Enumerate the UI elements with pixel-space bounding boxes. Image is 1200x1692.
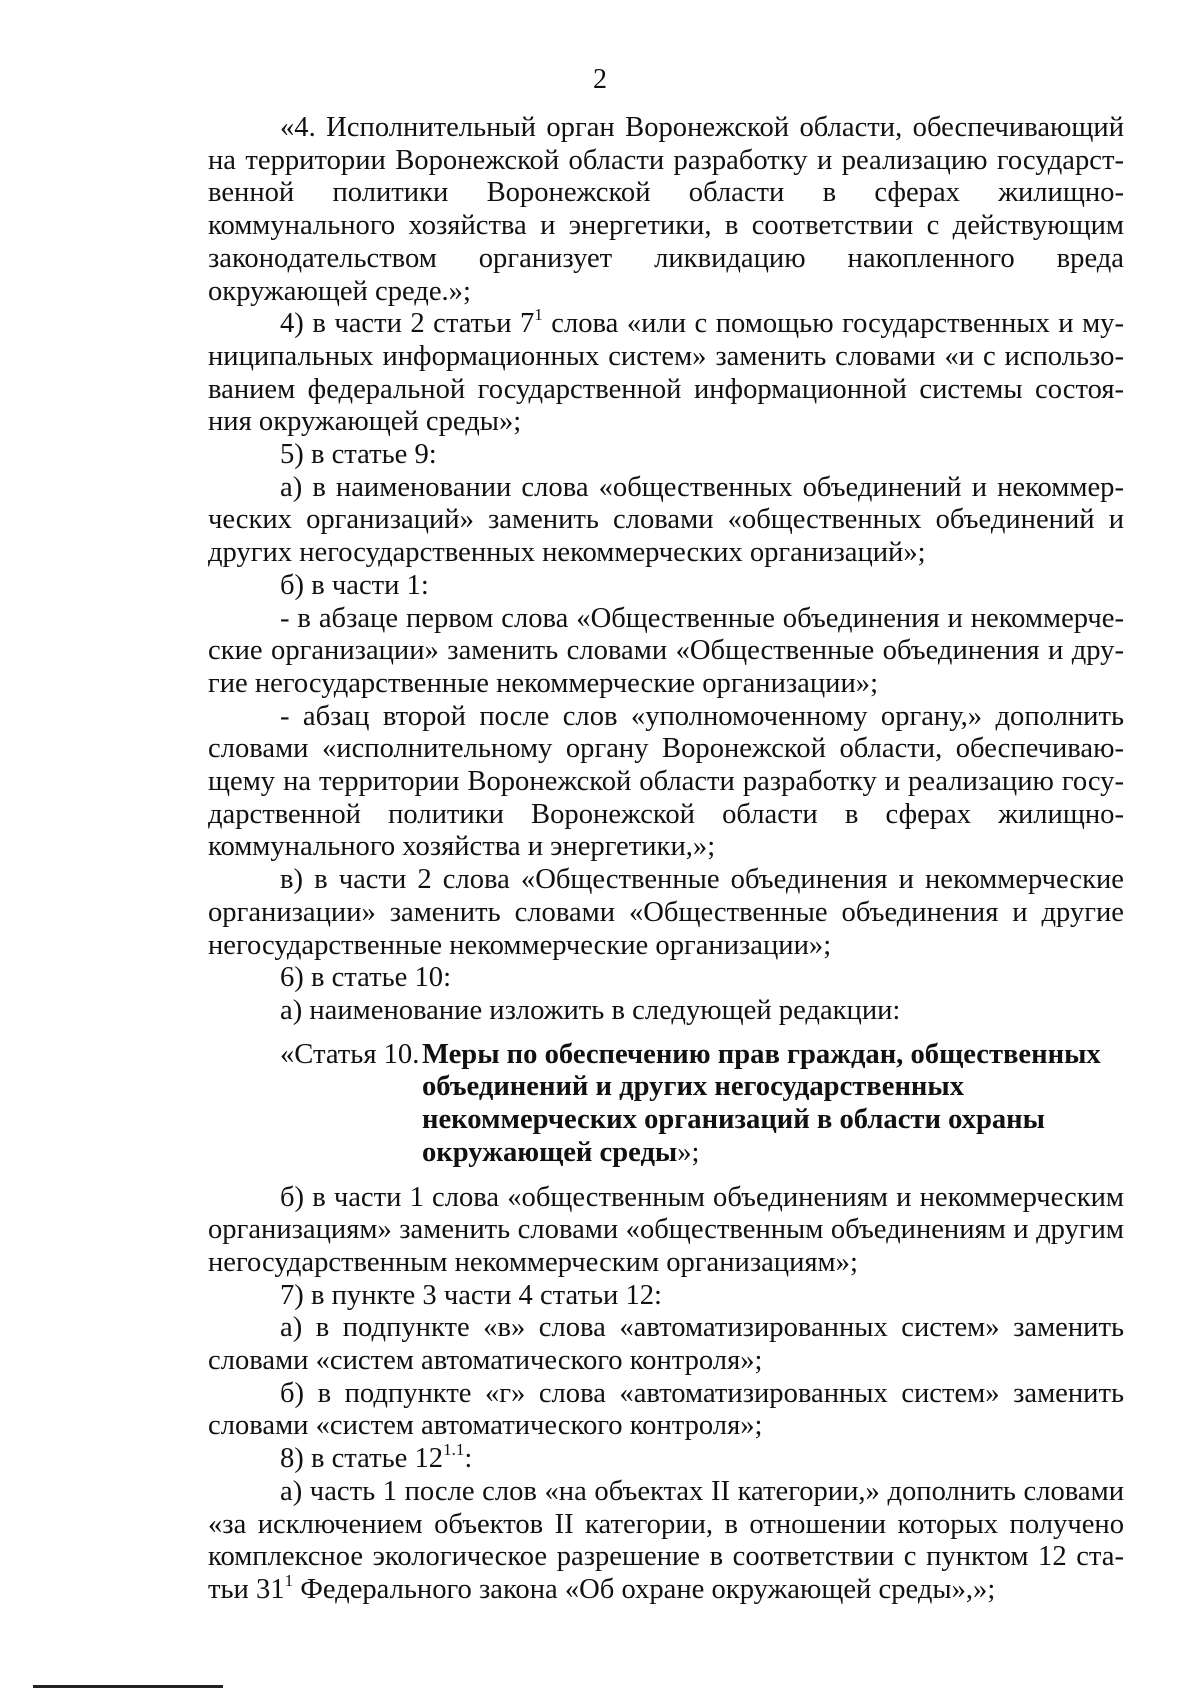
item-8a-superscript: 1 <box>284 1570 294 1590</box>
paragraph-item-7: 7) в пункте 3 части 4 статьи 12: <box>280 1279 662 1311</box>
paragraph-item-6: 6) в статье 10: <box>280 962 452 994</box>
item-8a-text-end: Федерального закона «Об охране окружающей среды»,»; <box>293 1573 996 1605</box>
footer-rule <box>33 1685 223 1688</box>
paragraph-item-5v: в) в части 2 слова «Общественные объединения и некоммерческие организации» заменить словами «Общественные объединения и другие негосударственные некоммерческие организации»; <box>208 864 1124 961</box>
page-number: 2 <box>593 64 607 95</box>
paragraph-item-6a: а) наименование изложить в следующей редакции: <box>280 994 901 1026</box>
item-8-superscript: 1.1 <box>443 1440 465 1460</box>
paragraph-item-7b: б) в подпункте «г» слова «автоматизированных систем» заменить словами «систем автоматического контроля»; <box>208 1377 1124 1442</box>
item-4-text-start: 4) в части 2 статьи 7 <box>280 308 535 340</box>
paragraph-item-5a: а) в наименовании слова «общественных объединений и некоммерческих организаций» заменить словами «общественных объединений и других негосударственных некоммерческих организаций»; <box>208 471 1124 569</box>
paragraph-item-7a: а) в подпункте «в» слова «автоматизированных систем» заменить словами «систем автоматического контроля»; <box>208 1312 1124 1377</box>
paragraph-item-5: 5) в статье 9: <box>280 439 437 471</box>
paragraph-item-8a <box>208 1476 1124 1607</box>
paragraph-item-6b: б) в части 1 слова «общественным объединениям и некоммерческим организациям» заменить словами «общественным объединениям и другим негосударственным некоммерческим организациям»; <box>208 1181 1124 1278</box>
item-4-text-end: слова «или с помощью государственных и муниципальных информационных систем» заменить словами «и с использованием федеральной государственной информационной системы состояния окружающей среды»; <box>208 308 1124 438</box>
article-10-closing: »; <box>677 1136 700 1168</box>
article-10-title: Меры по обеспечению прав граждан, общественных объединений и других негосударственных некоммерческих организаций в области охраны окружающей среды <box>422 1038 1101 1168</box>
paragraph-item-5b-second: - абзац второй после слов «уполномоченному органу,» дополнить словами «исполнительному органу Воронежской области, обеспечивающему на территории Воронежской области разработку и реализацию государственной политики Воронежской области в сферах жилищно-коммунального хозяйства и энергетики,»; <box>208 700 1124 863</box>
article-10-label: «Статья 10. <box>280 1038 420 1070</box>
paragraph-item-5b-first: - в абзаце первом слова «Общественные объединения и некоммерческие организации» заменить словами «Общественные объединения и другие негосударственные некоммерческие организации»; <box>208 602 1124 699</box>
item-8a-text-start: а) часть 1 после слов «на объектах II категории,» дополнить словами «за исключением объектов II категории, в отношении которых получено комплексное экологическое разрешение в соответствии с пунктом 12 статьи 31 <box>208 1475 1124 1605</box>
item-4-superscript: 1 <box>534 305 543 325</box>
paragraph-item-8 <box>208 1440 1124 1476</box>
paragraph-4-quote: «4. Исполнительный орган Воронежской области, обеспечивающий на территории Воронежской области разработку и реализацию государственной политики Воронежской области в сферах жилищно-коммунального хозяйства и энергетики, в соответствии с действующим законодательством организует ликвидацию накопленного вреда окружающей среде.»; <box>208 112 1124 307</box>
document-body <box>208 112 1124 1607</box>
article-10-heading <box>208 1039 1124 1170</box>
paragraph-item-4 <box>208 305 1124 439</box>
paragraph-item-5b: б) в части 1: <box>280 569 429 601</box>
item-8-text-end: : <box>464 1443 473 1475</box>
item-8-text-start: 8) в статье 12 <box>280 1443 444 1475</box>
